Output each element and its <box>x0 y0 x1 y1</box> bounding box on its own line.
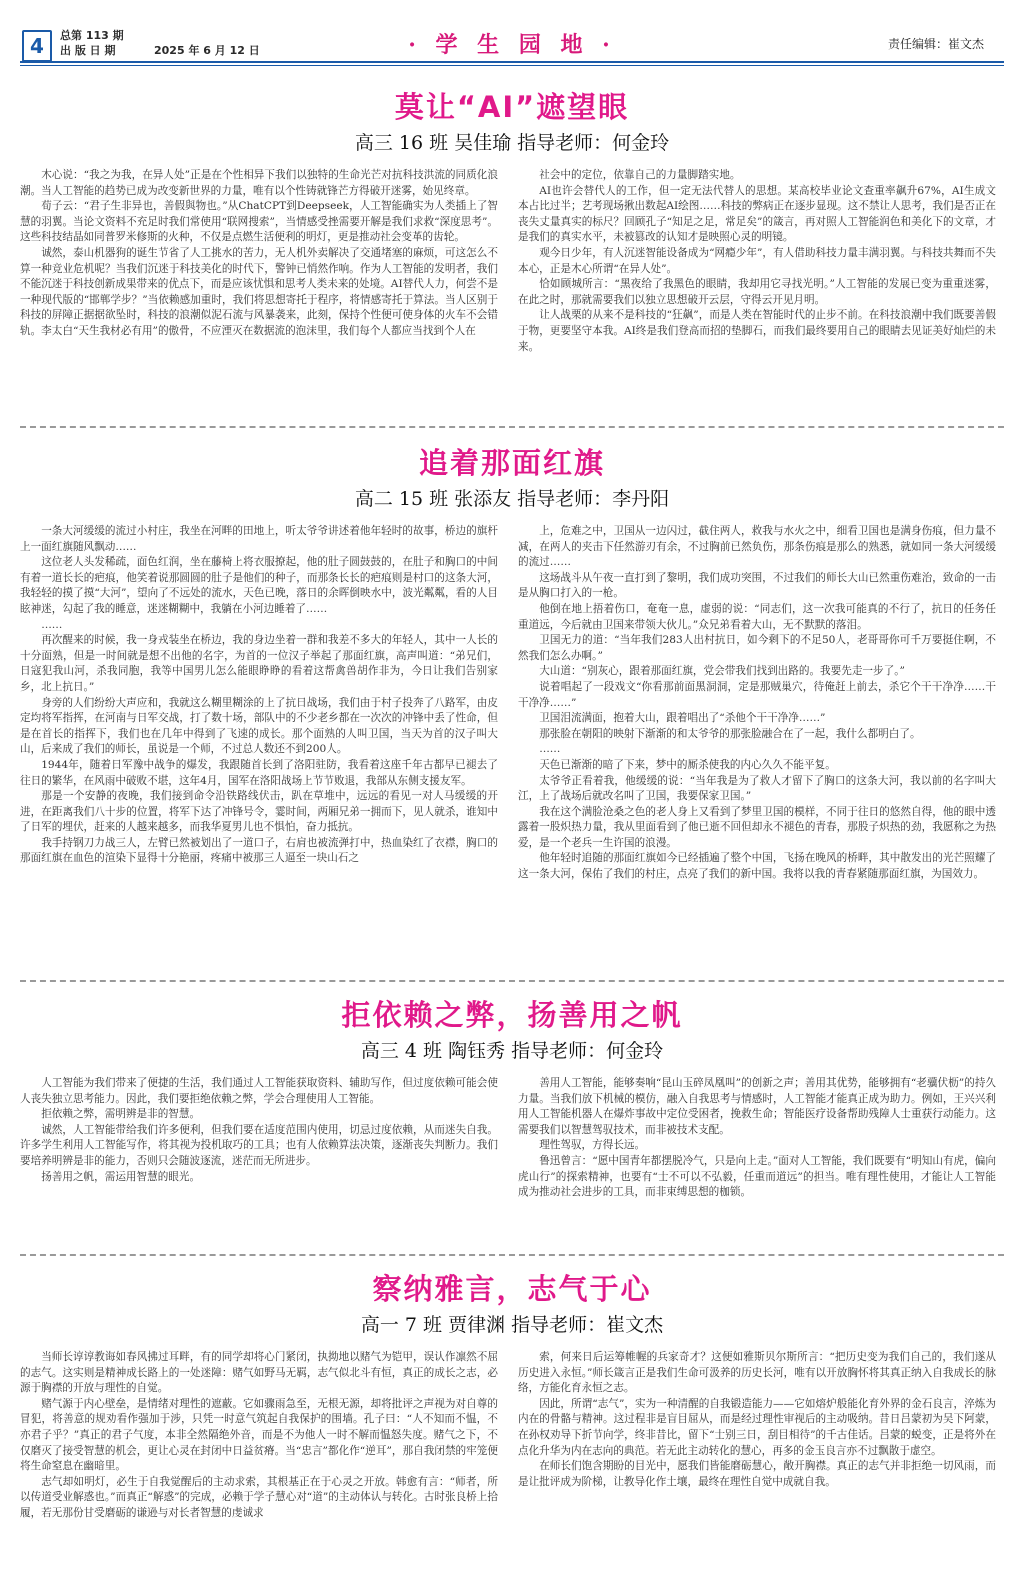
paragraph: 诚然，人工智能带给我们许多便利，但我们要在适度范围内使用，切忌过度依赖，从而迷失自我。许多学生利用人工智能写作，将其视为投机取巧的工具；也有人依赖算法决策，逐渐丧失判断力。我们要培养明辨是非的能力，否则只会随波逐流，迷茫而无所进步。 <box>20 1123 498 1167</box>
paragraph: 拒依赖之弊，需明辨是非的智慧。 <box>41 1108 201 1121</box>
article-divider <box>20 1254 1004 1256</box>
article-title: 拒依赖之弊，扬善用之帆 <box>341 998 683 1032</box>
paragraph: 我手持钢刀力战三人，左臂已然被划出了一道口子，右肩也被流弹打中，热血染红了衣襟，胸口的那面红旗在血色的渲染下显得十分艳丽，疼痛中被那三人逼至一块山石之 <box>20 836 498 865</box>
paragraph: 身旁的人们纷纷大声应和，我就这么糊里糊涂的上了抗日战场，我们由于村子投奔了八路军，由皮定均将军指挥，在河南与日军交战，打了数十场，部队中的不少老乡都在一次次的冲锋中丢了性命，但是在首长的指挥下，我们也在几年中得到了飞速的成长。那个面熟的人叫卫国，当天为首的汉子叫大山，后来成了我们的师长，虽说是一个师，不过总人数还不到200人。 <box>20 696 498 756</box>
paragraph: AI也许会替代人的工作，但一定无法代替人的思想。某高校毕业论文查重率飙升67%，AI生成文本占比过半；艺考现场揪出数起AI绘图……科技的弊病正在逐步显现。这不禁让人思考，我们是否正在丧失丈量真实的标尺？回顾孔子“知足之足，常足矣”的箴言，再对照人工智能润色和美化下的文章，才是我们的真实水平，未被篡改的认知才是映照心灵的明镜。 <box>518 184 996 244</box>
article-divider <box>20 426 1004 428</box>
article-byline: 高一 7 班 贾律渊 指导老师：崔文杰 <box>360 1314 664 1336</box>
column-right <box>518 1350 996 1490</box>
article-byline: 高三 4 班 陶钰秀 指导老师：何金玲 <box>360 1040 664 1062</box>
header-rule <box>20 61 1004 63</box>
paragraph: 当师长谆谆教诲如春风拂过耳畔，有的同学却将心门紧闭，执拗地以赌气为铠甲，误认作凛然不屈的志气。这实则是精神成长路上的一处迷障：赌气如野马无羁，志气似北斗有恒，真正的成长之志，必源于胸襟的开放与理性的自觉。 <box>20 1351 498 1395</box>
article-byline: 高三 16 班 吴佳瑜 指导老师：何金玲 <box>354 132 670 154</box>
paragraph: 观今日少年，有人沉迷智能设备成为“网瘾少年”，有人借助科技力量丰满羽翼。与科技共舞而不失本心，正是木心所谓“在异人处”。 <box>518 246 996 275</box>
article-title: 察纳雅言，志气于心 <box>372 1272 652 1306</box>
page-number: 4 <box>22 30 52 62</box>
paragraph: 荀子云：“君子生非异也，善假與物也。”从ChatCPT到Deepseek，人工智能确实为人类插上了智慧的羽翼。当论文资料不充足时我们常使用“联网搜索”，当情感受挫需要开解是我们求救“深度思考”。这些科技结晶如同普罗米修斯的火种，不仅是点燃生活便利的明灯，更是推动社会变革的齿轮。 <box>20 200 498 244</box>
paragraph: 我在这个满脸沧桑之色的老人身上又看到了梦里卫国的模样，不同于往日的悠然自得，他的眼中透露着一股炽热力量，我从里面看到了他已逝不回但却永不褪色的青春，那股子炽热的劲，我愿称之为热爱，是一个老兵一生许国的浪漫。 <box>518 805 996 849</box>
paragraph: 卫国无力的道：“当年我们283人出村抗日，如今剩下的不足50人，老哥哥你可千万要挺住啊，不然我们怎么办啊。” <box>518 634 996 662</box>
paragraph: 鲁迅曾言：“愿中国青年都摆脱冷气，只是向上走。”面对人工智能，我们既要有“明知山有虎，偏向虎山行”的探索精神，也要有“士不可以不弘毅，任重而道远”的担当。唯有理性使用，才能让人工智能成为推动社会进步的工具，而非束缚思想的枷锁。 <box>518 1154 996 1199</box>
paragraph: 这位老人头发稀疏，面色红润，坐在藤椅上将衣服撩起，他的肚子圆鼓鼓的，在肚子和胸口的中间有着一道长长的疤痕，他笑着说那圆圆的肚子是他们的种子，而那条长长的疤痕则是村口的这条大河，我轻轻的摸了摸“大河”，望向了不远处的流水，天色已晚，落日的余晖倒映水中，波光粼粼，看的人目眩神迷，勾起了我的睡意，迷迷糊糊中，我躺在小河边睡着了…… <box>20 556 498 615</box>
paragraph: …… <box>41 618 63 631</box>
paragraph: 索，何来日后运筹帷幄的兵家奇才？这便如雅斯贝尔斯所言：“把历史变为我们自己的，我们遂从历史进入永恒。”师长箴言正是我们生命可汲养的历史长河，唯有以开放胸怀将其真正纳入自我成长的脉络，方能化育永恒之志。 <box>518 1351 996 1395</box>
paragraph: 善用人工智能，能够奏响“昆山玉碎凤凰叫”的创新之声；善用其优势，能够拥有“老骥伏枥”的持久力量。当我们放下机械的模仿，融入自我思考与情感时，人工智能才能真正成为助力。例如，王兴兴利用人工智能机器人在爆炸事故中定位受困者，挽救生命；智能医疗设备帮助残障人士重获行动能力。这需要我们以智慧驾驭技术，而非被技术支配。 <box>518 1077 996 1136</box>
section-title: · 学 生 园 地 · <box>408 32 616 58</box>
issue-number: 总第 113 期 <box>60 29 124 42</box>
paragraph: 木心说：“我之为我，在异人处”正是在个性相异下我们以独特的生命光芒对抗科技洪流的同质化浪潮。当人工智能的趋势已成为改变新世界的力量，唯有以个性铸就锋芒方得破开迷雾，始见终章。 <box>20 169 498 197</box>
paragraph: 在师长们饱含期盼的目光中，愿我们皆能磨砺慧心，敞开胸襟。真正的志气并非拒绝一切风雨，而是让批评成为阶梯，让教导化作土壤，最终在理性自觉中成就自我。 <box>518 1460 996 1488</box>
paragraph: 天色已渐渐的暗了下来，梦中的厮杀使我的内心久久不能平复。 <box>539 758 836 771</box>
paragraph: 志气却如明灯，必生于自我觉醒后的主动求索，其根基正在于心灵之开放。韩愈有言：“师者，所以传道受业解惑也。”而真正“解惑”的完成，必赖于学子慧心对“道”的主动体认与转化。古时张良桥上拾履，若无那份甘受磨砺的谦逊与对长者智慧的虔诚求 <box>20 1475 498 1519</box>
date-label: 出 版 日 期 <box>60 44 116 57</box>
paragraph: 上，危难之中，卫国从一边闪过，截住两人，救我与水火之中，细看卫国也是满身伤痕，但力量不减，在两人的夹击下任然游刃有余，不过胸前已然负伤，那条伤痕是那么的熟悉，就如同一条大河缓缓的流过…… <box>518 525 996 569</box>
column-right <box>518 524 996 883</box>
paragraph: 那张脸在朝阳的映射下渐渐的和太爷爷的那张脸融合在了一起，我什么都明白了。 <box>539 727 921 740</box>
paragraph: 卫国泪流满面，抱着大山，跟着唱出了“杀他个干干净净……” <box>539 712 826 725</box>
publish-date: 2025 年 6 月 12 日 <box>154 44 260 57</box>
paragraph: 他倒在地上捂着伤口，奄奄一息，虚弱的说：“同志们，这一次我可能真的不行了，抗日的任务任重道远，今后就由卫国来带领大伙儿。”众兄弟看着大山，无不默默的落泪。 <box>518 602 996 631</box>
paragraph: 因此，所谓“志气”，实为一种清醒的自我锻造能力——它如熔炉般能化育外界的金石良言，淬炼为内在的骨骼与精神。这过程非是盲目屈从，而是经过理性审视后的主动吸纳。昔日吕蒙初为吴下阿蒙，在孙权劝导下折节向学，终非昔比，留下“士别三日，刮目相待”的千古佳话。吕蒙的蜕变，正是将外在点化升华为内在志向的典范。若无此主动转化的慧心，再多的金玉良言亦不过飘散于虚空。 <box>518 1397 996 1457</box>
paragraph: 扬善用之帆，需运用智慧的眼光。 <box>41 1170 201 1183</box>
paragraph: 再次醒来的时候，我一身戎装坐在桥边，我的身边坐着一群和我差不多大的年轻人，其中一人长的十分面熟，但是一时间就是想不出他的名字，为首的一位汉子举起了那面红旗，高声叫道：“弟兄们，日寇犯我山河，杀我同胞，我等中国男儿怎么能眼睁睁的看着这帮禽兽胡作非为，今日让我们告别家乡，北上抗日。” <box>20 634 498 693</box>
header-rule-thin <box>20 65 1004 66</box>
column-left <box>20 168 498 340</box>
article-advice <box>20 1270 1004 1519</box>
paragraph: 恰如顾城所言：“黑夜给了我黑色的眼睛，我却用它寻找光明。”人工智能的发展已变为重重迷雾，在此之时，那就需要我们以独立思想破开云层，守得云开见月明。 <box>518 278 996 306</box>
masthead <box>0 0 1024 66</box>
paragraph: 大山道：“别灰心，跟着那面红旗，党会带我们找到出路的。我要先走一步了。” <box>539 665 905 678</box>
paragraph: 一条大河缓缓的流过小村庄，我坐在河畔的田地上，听太爷爷讲述着他年轻时的故事，桥边的旗杆上一面红旗随风飘动…… <box>20 525 498 553</box>
column-left <box>20 1350 498 1522</box>
article-red-flag <box>20 444 1004 881</box>
article-byline: 高二 15 班 张添友 指导老师：李丹阳 <box>354 488 670 510</box>
paragraph: 人工智能为我们带来了便捷的生活，我们通过人工智能获取资料、辅助写作，但过度依赖可能会使人丧失独立思考能力。因此，我们要拒绝依赖之弊，学会合理使用人工智能。 <box>20 1077 498 1105</box>
paragraph: 这场战斗从午夜一直打到了黎明，我们成功突围，不过我们的师长大山已然重伤难治，致命的一击是从胸口打入的一枪。 <box>518 571 996 600</box>
column-right <box>518 1076 996 1201</box>
article-title: 莫让“AI”遮望眼 <box>394 90 630 124</box>
paragraph: 让人战栗的从来不是科技的“狂飙”，而是人类在智能时代的止步不前。在科技浪潮中我们既要善假于物，更要坚守本我。AI终是我们登高而招的垫脚石，而我们最终要用自己的眼睛去见证美好灿烂的未来。 <box>518 309 996 353</box>
paragraph: 社会中的定位，依靠自己的力量脚踏实地。 <box>539 169 741 181</box>
paragraph: 理性驾驭，方得长远。 <box>539 1139 646 1152</box>
responsible-editor: 责任编辑：崔文杰 <box>887 37 984 51</box>
column-left <box>20 524 498 867</box>
paragraph: 1944年，随着日军豫中战争的爆发，我跟随首长到了洛阳驻防，我看着这座千年古都早已褪去了往日的繁华，在风雨中破败不堪，这年4月，国军在洛阳战场上节节败退，我部从东侧支援友军。 <box>20 758 498 787</box>
paragraph: 诚然，泰山机器狗的诞生节省了人工挑水的苦力，无人机外卖解决了交通堵塞的麻烦，可这怎么不算一种竞业危机呢？当我们沉迷于科技美化的时代下，警钟已悄然作响。作为人工智能的发明者，我们不能沉迷于科技创新成果带来的优点下，而是应该忧惧和思考人类未来的处境。AI替代人力，何尝不是一种现代版的“邯郸学步？”当依赖感加重时，我们将思想寄托于程序，将情感寄托于算法。当人区别于科技的屏障正据据欲坠时，科技的浪潮似泥石流与风暴袭来，此刻，保持个性便可使身体的火车不会错轨。李太白“天生我材必有用”的傲骨，不应湮灭在数据流的泡沫里，我们每个人都应当找到个人在 <box>20 246 498 337</box>
paragraph: 他年轻时追随的那面红旗如今已经插遍了整个中国，飞扬在晚风的桥畔，其中散发出的光芒照耀了这一条大河，保佑了我们的村庄，点亮了我们的新中国。我将以我的青春紧随那面红旗，为国效力。 <box>518 852 996 881</box>
column-left <box>20 1076 498 1185</box>
paragraph: 赌气源于内心壁垒，是情绪对理性的遮蔽。它如骤雨急至，无根无源，却将批评之声视为对自尊的冒犯，将善意的规劝看作强加于涉，只凭一时意气筑起自我保护的围墙。孔子曰：“人不知而不愠，不亦君子乎？”真正的君子气度，本非全然隔绝外音，而是不为他人一时不解而愠怒失度。赌气之下，不仅磨灭了接受智慧的机会，更让心灵在封闭中日益贫瘠。当“忠言”都化作“逆耳”，那自我闭禁的牢笼便将生命窒息在幽暗里。 <box>20 1397 498 1473</box>
paragraph: 说着唱起了一段戏文“你看那前面黑洞洞，定是那贼巢穴，待俺赶上前去，杀它个干干净净……干干净净……” <box>518 680 996 709</box>
column-right <box>518 168 996 355</box>
paragraph: 那是一个安静的夜晚，我们接到命令沿铁路线伏击，趴在草堆中，远远的看见一对人马缓缓的开进，在距离我们八十步的位置，将军下达了冲锋号令，霎时间，两厢兄弟一拥而下，见人就杀，谁知中了日军的埋伏，赶来的人越来越多，而我华夏男儿也不惧怕，奋力抵抗。 <box>20 790 498 834</box>
article-ai-dependence <box>20 996 1004 1199</box>
paragraph: 太爷爷正看着我，他缓缓的说：“当年我是为了救人才留下了胸口的这条大河，我以前的名字叫大江，上了战场后就改名叫了卫国，我要保家卫国。” <box>518 774 996 803</box>
article-divider <box>20 980 1004 982</box>
article-ai <box>20 88 1004 353</box>
paragraph: …… <box>539 743 561 756</box>
article-title: 追着那面红旗 <box>418 446 605 480</box>
